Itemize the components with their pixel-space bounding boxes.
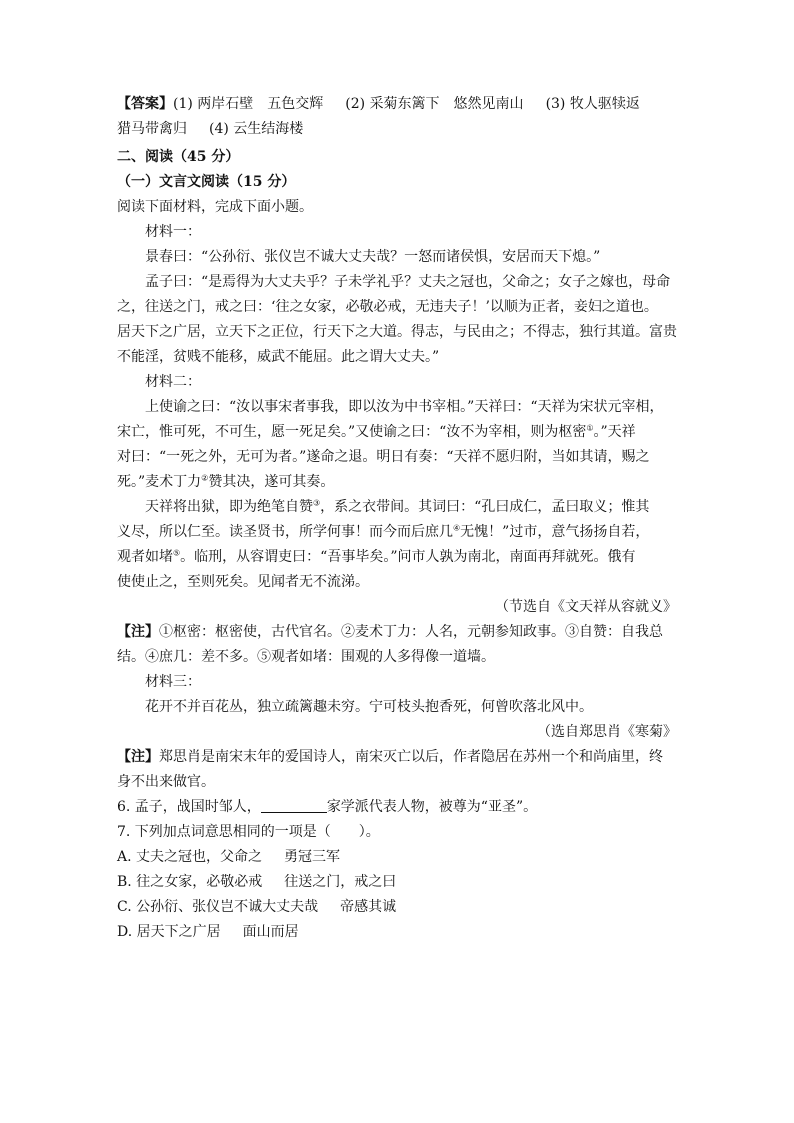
material2-heading: 材料二：: [145, 374, 201, 390]
material2-para2-line1: 天祥将出狱，即为绝笔自赞③，系之衣带间。其词曰：“孔曰成仁，孟曰取义；惟其: [145, 498, 650, 515]
question-7-option-d[interactable]: D. 居天下之广居 面山而居: [117, 924, 299, 940]
material2-para1-line2: 宋亡，惟可死，不可生，愿一死足矣。”又使谕之曰：“汝不为宰相，则为枢密①。”天祥: [117, 423, 636, 440]
note1-tag: 【注】: [117, 624, 159, 640]
footnote-marker-2: ②: [201, 473, 209, 483]
material1-para2-line1: 孟子曰：“是焉得为大丈夫乎？子未学礼乎？丈夫之冠也，父命之；女子之嫁也，母命: [145, 274, 671, 290]
material2-para1-line4: 死。”麦术丁力②赞其决，遂可其奏。: [117, 473, 335, 490]
answer-item-2: (2) 采菊东篱下 悠然见南山: [345, 96, 524, 112]
instruction: 阅读下面材料，完成下面小题。: [117, 199, 313, 215]
answer-tag: 【答案】: [117, 96, 173, 112]
answer-item-3: (3) 牧人驱犊返: [545, 96, 640, 112]
question-7-option-c[interactable]: C. 公孙衍、张仪岂不诚大丈夫哉 帝感其诚: [117, 899, 397, 915]
answer-line-1: [117, 92, 677, 117]
material1-para2-line4: 不能淫，贫贱不能移，威武不能屈。此之谓大丈夫。”: [117, 349, 440, 365]
material1-para1: 景春曰：“公孙衍、张仪岂不诚大丈夫哉？一怒而诸侯惧，安居而天下熄。”: [145, 249, 601, 265]
answer-item-1: (1) 两岸石壁 五色交辉: [173, 96, 324, 112]
material2-para2-line2: 义尽，所以仁至。读圣贤书，所学何事！而今而后庶几④无愧！”过市，意气扬扬自若，: [117, 523, 650, 540]
note2-tag: 【注】: [117, 749, 159, 765]
answer-line-2: [117, 117, 677, 142]
question-7-stem: 7. 下列加点词意思相同的一项是（ ）。: [117, 824, 380, 840]
section-title: 二、阅读（45 分）: [117, 149, 240, 165]
material2-para2-line3: 观者如堵⑤。临刑，从容谓吏曰：“吾事毕矣。”问市人孰为南北，南面再拜就死。俄有: [117, 548, 636, 565]
question-7-option-b[interactable]: B. 往之女家，必敬必戒 往送之门，戒之曰: [117, 874, 397, 890]
document-page: [117, 92, 677, 945]
footnote-marker-1: ①: [586, 423, 594, 433]
material2-source: （节选自《文天祥从容就义》: [495, 599, 677, 615]
material1-para2-line2: 之，往送之门，戒之曰：‘往之女家，必敬必戒，无违夫子！’以顺为正者，妾妇之道也。: [117, 299, 658, 315]
note1-line2: 结。④庶几：差不多。⑤观者如堵：围观的人多得像一道墙。: [117, 649, 495, 665]
material3-poem: 花开不并百花丛，独立疏篱趣未穷。宁可枝头抱香死，何曾吹落北风中。: [145, 699, 593, 715]
material2-para2-line4: 使使止之，至则死矣。见闻者无不流涕。: [117, 574, 369, 590]
section-subtitle: （一）文言文阅读（15 分）: [117, 174, 296, 190]
material2-para1-line1: 上使谕之曰：“汝以事宋者事我，即以汝为中书宰相。”天祥曰：“天祥为宋状元宰相，: [145, 399, 664, 415]
footnote-marker-3: ③: [313, 498, 321, 508]
note2-line1: 【注】郑思肖是南宋末年的爱国诗人，南宋灭亡以后，作者隐居在苏州一个和尚庙里，终: [117, 749, 663, 765]
material3-heading: 材料三：: [145, 674, 201, 690]
material1-para2-line3: 居天下之广居，立天下之正位，行天下之大道。得志，与民由之；不得志，独行其道。富贵: [117, 324, 677, 340]
answer-item-4: (4) 云生结海楼: [209, 121, 304, 137]
footnote-marker-5: ⑤: [173, 548, 181, 558]
material1-heading: 材料一：: [145, 224, 201, 240]
answer-blank[interactable]: [261, 798, 327, 813]
material3-source: （选自郑思肖《寒菊》: [537, 724, 677, 740]
answer-item-3-cont: 猎马带禽归: [117, 121, 187, 137]
footnote-marker-4: ④: [453, 523, 461, 533]
question-7-option-a[interactable]: A. 丈夫之冠也，父命之 勇冠三军: [117, 849, 341, 865]
question-6: 6. 孟子，战国时邹人， 家学派代表人物，被尊为“亚圣”。: [117, 799, 538, 815]
note2-line2: 身不出来做官。: [117, 774, 215, 790]
note1-line1: 【注】①枢密：枢密使，古代官名。②麦术丁力：人名，元朝参知政事。③自赞：自我总: [117, 624, 663, 640]
material2-para1-line3: 对曰：“一死之外，无可为者。”遂命之退。明日有奏：“天祥不愿归附，当如其请，赐之: [117, 449, 650, 465]
